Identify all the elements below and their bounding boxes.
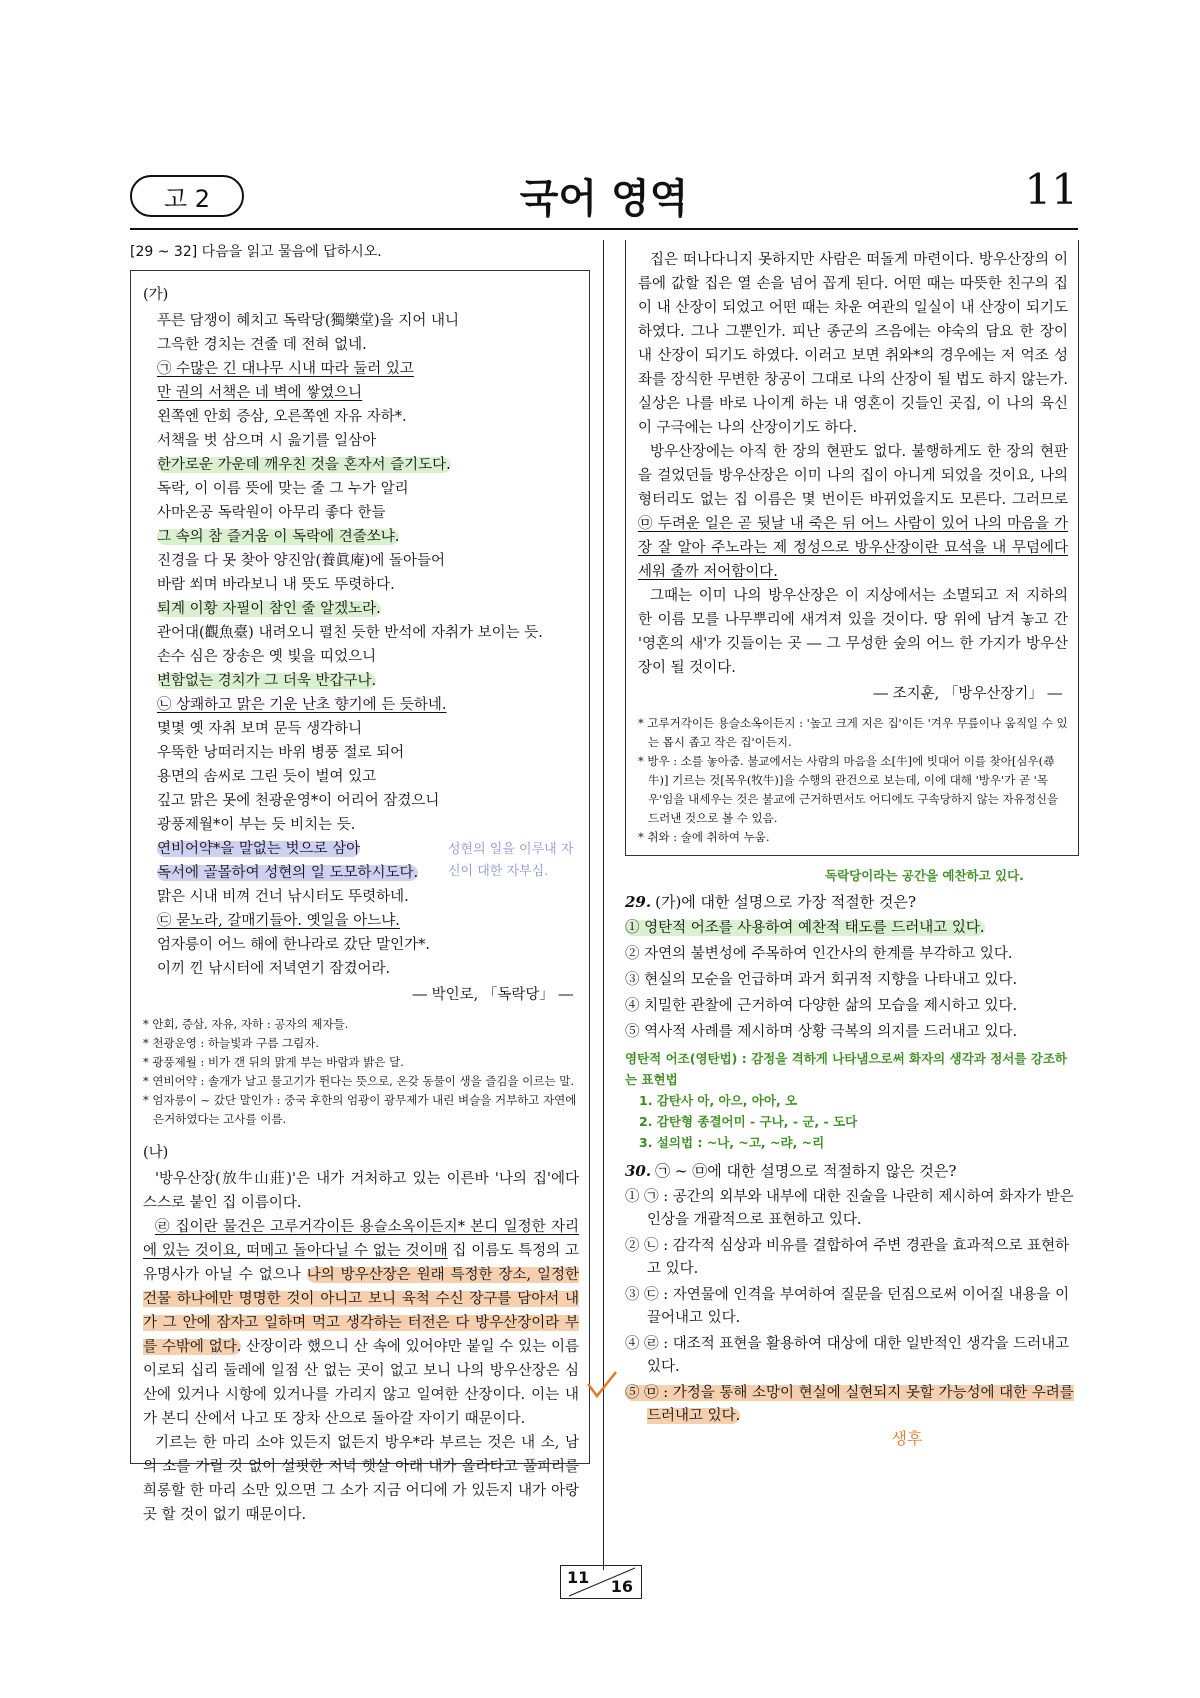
poem-line: 용면의 솜씨로 그린 듯이 벌여 있고: [157, 769, 377, 785]
question-intro: [29 ~ 32] 다음을 읽고 물음에 답하시오.: [130, 244, 382, 260]
essay-paragraph: 그때는 이미 나의 방우산장은 이 지상에서는 소멸되고 저 지하의 한 이름 모를 나무뿌리에 새겨져 있을 것이다. 땅 위에 남겨 놓고 간 '영혼의 새'가 깃들이는 곳 ― 그 무성한 숲의 어느 한 가지가 방우산장이 될 것이다.: [638, 588, 1068, 676]
poem-line: 사마온공 독락원이 아무리 좋다 한들: [157, 505, 386, 521]
handwritten-annotation: 생후: [891, 1429, 923, 1448]
poem-line: 몇몇 옛 자취 보며 문득 생각하니: [157, 721, 363, 737]
poem-line: 관어대(觀魚臺) 내려오니 펼친 듯한 반석에 자취가 보이는 듯.: [157, 625, 543, 641]
question-stem: (가)에 대한 설명으로 가장 적절한 것은?: [655, 893, 917, 911]
poem-line-highlighted: 변함없는 경치가 그 더욱 반갑구나.: [157, 673, 377, 689]
poem-line: 서책을 벗 삼으며 시 읊기를 일삼아: [157, 433, 377, 449]
essay-highlighted: 나의 방우산장은 원래 특정한 장소, 일정한 건물 하나에만 명명한 것이 아니고 보니 육척 수신 장구를 담아서 내가 그 안에 잠자고 일하며 먹고 생각하는 터전은 다 방우산장이라 부를 수밖에 없다.: [143, 1267, 579, 1355]
essay-label: (나): [143, 1145, 169, 1161]
grade-badge: 고 2: [130, 175, 244, 217]
question-30: [625, 1159, 1079, 1183]
essay-paragraph: 기르는 한 마리 소야 있든지 없든지 방우*라 부르는 것은 내 소, 남의 소를 가릴 것 없이 설핏한 저녁 햇살 아래 내가 올라타고 풀피리를 희롱할 한 마리 소만 있으면 그 소가 지금 어디에 가 있든지 내가 아랑곳 할 것이 없기 때문이다.: [143, 1435, 579, 1523]
footnote: * 광풍제월 : 비가 갠 뒤의 맑게 부는 바람과 밝은 달.: [143, 1055, 404, 1069]
poem: [143, 309, 579, 981]
poem-line: 엄자릉이 어느 해에 한나라로 갔단 말인가*.: [157, 937, 431, 953]
poem-line-underlined: ㉠ 수많은 긴 대나무 시내 따라 둘러 있고: [157, 361, 414, 377]
option-1[interactable]: ① 영탄적 어조를 사용하여 예찬적 태도를 드러내고 있다.: [625, 920, 985, 936]
option-5[interactable]: ⑤ 역사적 사례를 제시하며 상황 극복의 의지를 드러내고 있다.: [625, 1024, 1018, 1040]
poem-author: ― 박인로, 「독락당」 ―: [412, 987, 573, 1003]
handwritten-annotation: 독락당이라는 공간을 예찬하고 있다.: [825, 868, 1024, 883]
footnote: * 연비어약 : 솔개가 날고 물고기가 뛴다는 뜻으로, 온갖 동물이 생을 즐김을 이르는 말.: [143, 1074, 575, 1088]
left-column: [130, 240, 590, 1523]
essay-underlined: ㉤ 두려운 일은 곧 뒷날 내 죽은 뒤 어느 사람이 있어 나의 마음을 가장 잘 알아 주노라는 제 정성으로 방우산장이란 묘석을 내 무덤에다 세워 줄까 저어함이다.: [638, 516, 1068, 580]
total-pages: 16: [610, 1577, 633, 1596]
poem-line: 손수 심은 장송은 옛 빛을 띠었으니: [157, 649, 377, 665]
page-number: 11: [1024, 165, 1078, 214]
essay-part1: [143, 1167, 579, 1523]
question-stem: ㉠ ~ ㉤에 대한 설명으로 적절하지 않은 것은?: [655, 1162, 957, 1180]
footnote: * 천광운영 : 하늘빛과 구름 그림자.: [143, 1036, 319, 1050]
check-mark-icon: [607, 1370, 619, 1408]
essay-underlined: ㉣ 집이란 물건은 고루거각이든 용슬소옥이든지* 본디 일정한 자리에 있는 것이요, 떠메고 돌아다닐 수 없는 것이매: [143, 1219, 579, 1259]
essay-footnotes: [638, 714, 1068, 847]
question-number: 29.: [625, 893, 652, 911]
poem-label: (가): [143, 287, 169, 303]
footnote: * 안회, 증삼, 자유, 자하 : 공자의 제자들.: [143, 1017, 349, 1031]
poem-line-underlined: ㉡ 상쾌하고 맑은 기운 난초 향기에 든 듯하네.: [157, 697, 447, 713]
option-3[interactable]: ③ ㉢ : 자연물에 인격을 부여하여 질문을 던짐으로써 이어질 내용을 이끌어내고 있다.: [625, 1287, 1070, 1326]
footnote: * 취와 : 술에 취하여 누움.: [638, 830, 770, 844]
footnote: * 고루거각이든 용슬소옥이든지 : '높고 크게 지은 집'이든 '겨우 무릎이나 움직일 수 있는 몹시 좁고 작은 집'이든지.: [638, 716, 1068, 749]
question-number: 30.: [625, 1162, 652, 1180]
passage-box: [130, 270, 590, 1523]
poem-line-highlighted: 그 속의 참 즐거움 이 독락에 견줄쏘냐.: [157, 529, 400, 545]
passage-box-continued: [625, 240, 1079, 856]
essay-paragraph: 방우산장에는 아직 한 장의 현판도 없다. 불행하게도 한 장의 현판을 걸었던들 방우산장은 이미 나의 집이 아니게 되었을 것이요, 나의 형터리도 없는 집 이름은 몇 번이든 바뀌었을지도 모른다. 그러므로 ㉤ 두려운 일은 곧 뒷날 내 죽은 뒤 어느 사람이 있어 나의 마음을 가장 잘 알아 주노라는 제 정성으로 방우산장이란 묘석을 내 무덤에다 세워 줄까 저어함이다.: [638, 444, 1068, 580]
poem-footnotes: [143, 1015, 579, 1129]
option-3[interactable]: ③ 현실의 모순을 언급하며 과거 회귀적 지향을 나타내고 있다.: [625, 972, 1018, 988]
essay-paragraph: ㉣ 집이란 물건은 고루거각이든 용슬소옥이든지* 본디 일정한 자리에 있는 것이요, 떠메고 돌아다닐 수 없는 것이매 집 이름도 특정의 고유명사가 아닐 수 없으나 나의 방우산장은 원래 특정한 장소, 일정한 건물 하나에만 명명한 것이 아니고 보니 육척 수신 장구를 담아서 내가 그 안에 잠자고 일하며 먹고 생각하는 터전은 다 방우산장이라 부를 수밖에 없다. 산장이라 했으니 산 속에 있어야만 붙일 수 있는 이름이로되 십리 둘레에 일점 산 없는 곳이 없고 보니 나의 방우산장은 심산에 있거나 시항에 있거나를 가리지 않고 일여한 산장이다. 이는 내가 본디 산에서 나고 또 장차 산으로 돌아갈 자이기 때문이다.: [143, 1219, 579, 1427]
poem-line: 광풍제월*이 부는 듯 비치는 듯.: [157, 817, 356, 833]
option-1[interactable]: ① ㉠ : 공간의 외부와 내부에 대한 진술을 나란히 제시하여 화자가 받은 인상을 개괄적으로 표현하고 있다.: [625, 1189, 1074, 1228]
poem-line: 우뚝한 낭떠러지는 바위 병풍 절로 되어: [157, 745, 405, 761]
option-2[interactable]: ② ㉡ : 감각적 심상과 비유를 결합하여 주변 경관을 효과적으로 표현하고 있다.: [625, 1238, 1070, 1277]
option-2[interactable]: ② 자연의 불변성에 주목하여 인간사의 한계를 부각하고 있다.: [625, 946, 1013, 962]
header-rule: [130, 228, 1078, 230]
poem-line: 깊고 맑은 못에 천광운영*이 어리어 잠겼으니: [157, 793, 440, 809]
current-page: 11: [567, 1568, 590, 1587]
option-5[interactable]: ⑤ ㉤ : 가정을 통해 소망이 현실에 실현되지 못할 가능성에 대한 우려를 드러내고 있다. 생후: [625, 1382, 1079, 1428]
poem-line: 푸른 담쟁이 혜치고 독락당(獨樂堂)을 지어 내니: [157, 313, 459, 329]
footnote: * 엄자릉이 ~ 갔단 말인가 : 중국 후한의 엄광이 광무제가 내린 벼슬을 거부하고 자연에 은거하였다는 고사를 이름.: [143, 1093, 577, 1126]
right-column: [625, 240, 1079, 1448]
poem-line: 그윽한 경치는 견줄 데 전혀 없네.: [157, 337, 367, 353]
poem-line: 독락, 이 이름 뜻에 맞는 줄 그 누가 알리: [157, 481, 409, 497]
essay-paragraph: '방우산장(放牛山莊)'은 내가 거처하고 있는 이른바 '나의 집'에다 스스로 붙인 집 이름이다.: [143, 1171, 579, 1211]
essay-paragraph: 집은 떠나다니지 못하지만 사람은 떠돌게 마련이다. 방우산장의 이름에 값할 집은 열 손을 넘어 꼽게 된다. 어떤 때는 따뜻한 친구의 집이 내 산장이 되었고 어떤 때는 차운 여관의 일실이 내 산장이 되기도 하였다. 그나 그뿐인가. 피난 종군의 즈음에는 야숙의 담요 한 장이 내 산장이 되기도 하였다. 이러고 보면 취와*의 경우에는 저 억조 성좌를 장식한 무변한 창공이 그대로 나의 산장이 될 법도 하지 않는가. 실상은 나를 바로 나이게 하는 내 영혼이 깃들인 곳집, 이 나의 육신이 구극에는 나의 산장이기도 하다.: [638, 252, 1068, 436]
option-4[interactable]: ④ ㉣ : 대조적 표현을 활용하여 대상에 대한 일반적인 생각을 드러내고 있다.: [625, 1336, 1070, 1375]
poem-line: 바람 쐬며 바라보니 내 뜻도 뚜렷하다.: [157, 577, 395, 593]
footnote: * 방우 : 소를 놓아줌. 불교에서는 사람의 마음을 소[牛]에 빗대어 이를 찾아[심우(尋牛)] 기르는 것[목우(牧牛)]을 수행의 관건으로 보는데, 이에 대해 '방우'가 곧 '목우'임을 내세우는 것은 불교에 근거하면서도 어디에도 구속당하지 않는 자유정신을 드러낸 것으로 볼 수 있음.: [638, 754, 1059, 825]
poem-line-highlighted: 퇴계 이황 자필이 참인 줄 알겠노라.: [157, 601, 381, 617]
handwritten-note: 영탄적 어조(영탄법) : 감정을 격하게 나타냄으로써 화자의 생각과 정서를 강조하는 표현법 1. 감탄사 아, 아으, 아아, 오 2. 감탄형 종결어미 - 구나, - 군, - 도다 3. 설의법 : ~나, ~고, ~랴, ~리: [625, 1051, 1067, 1150]
page-counter: [560, 1565, 642, 1599]
poem-line: 맑은 시내 비껴 건너 낚시터도 뚜렷하네.: [157, 889, 409, 905]
poem-line-highlighted: 독서에 골몰하여 성현의 일 도모하시도다.: [157, 865, 419, 881]
poem-line: 진경을 다 못 찾아 양진암(養眞庵)에 돌아들어: [157, 553, 445, 569]
poem-line-highlighted: 연비어약*을 말없는 벗으로 삼아: [157, 841, 361, 857]
handwritten-annotation: 성현의 일을 이루내 자신이 대한 자부심.: [448, 842, 574, 879]
page-header: [130, 165, 1078, 230]
poem-line-underlined: 만 권의 서책은 네 벽에 쌓였으니: [157, 385, 363, 401]
poem-line: 이끼 낀 낚시터에 저녁연기 잠겼어라.: [157, 961, 391, 977]
poem-line: 왼쪽엔 안회 증삼, 오른쪽엔 자유 자하*.: [157, 409, 407, 425]
subject-title: 국어 영역: [519, 176, 689, 222]
option-4[interactable]: ④ 치밀한 관찰에 근거하여 다양한 삶의 모습을 제시하고 있다.: [625, 998, 1018, 1014]
poem-line-underlined: ㉢ 묻노라, 갈매기들아. 옛일을 아느냐.: [157, 913, 400, 929]
poem-line-highlighted: 한가로운 가운데 깨우친 것을 혼자서 즐기도다.: [157, 457, 451, 473]
question-29: [625, 890, 1079, 914]
essay-author: ― 조지훈, 「방우산장기」 ―: [873, 686, 1062, 702]
